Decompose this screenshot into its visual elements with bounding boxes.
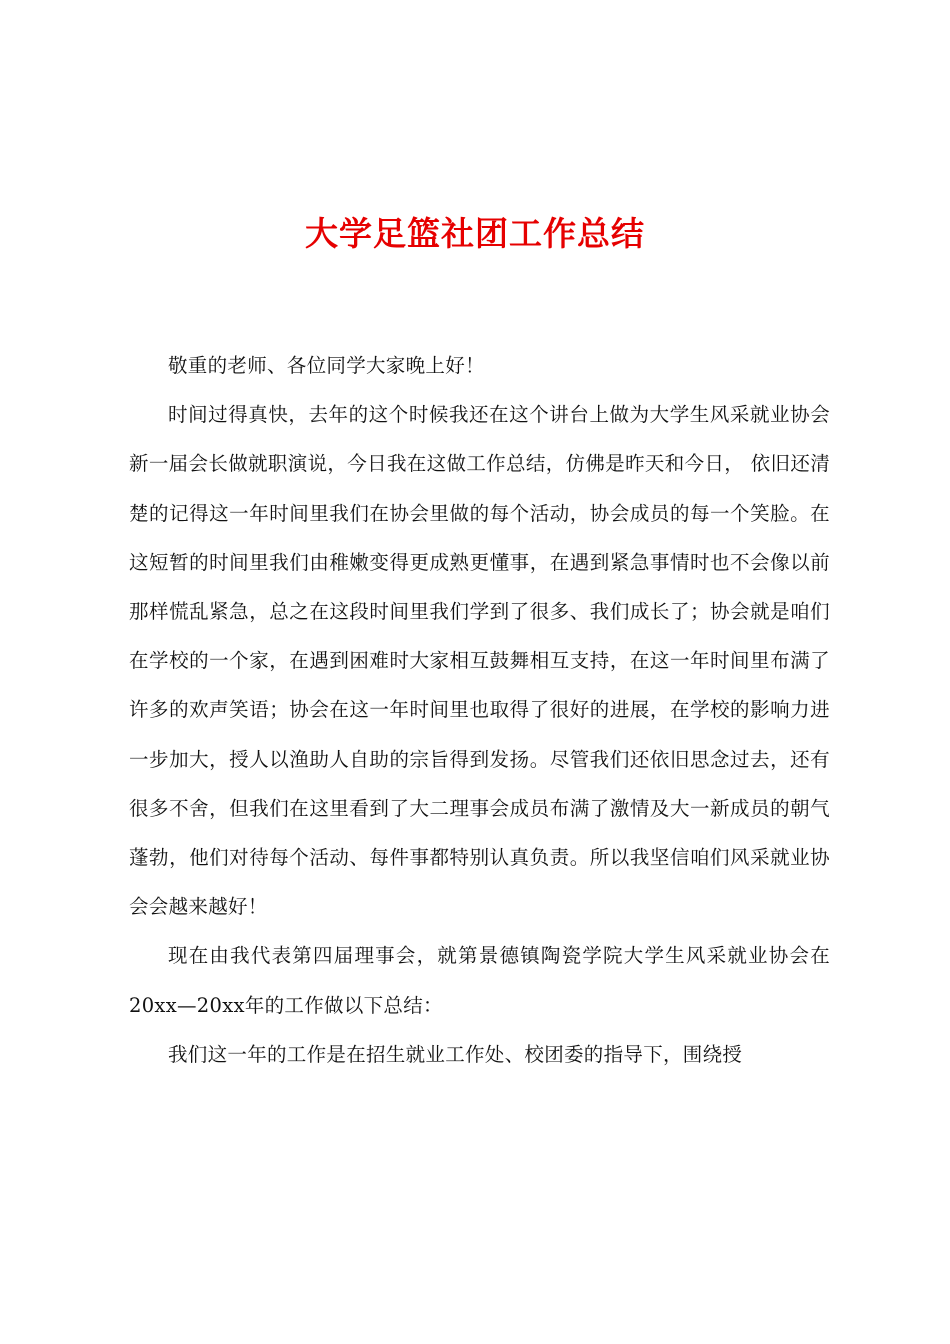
paragraph-greeting: 敬重的老师、各位同学大家晚上好！ — [168, 354, 485, 377]
document-title: 大学足篮社团工作总结 — [305, 214, 645, 253]
paragraph-work-overview: 我们这一年的工作是在招生就业工作处、校团委的指导下，围绕授 — [168, 1042, 743, 1066]
paragraph-intro-summary: 现在由我代表第四届理事会，就第景德镇陶瓷学院大学生风采就业协会在20xx—20xx年的工作做以下总结： — [129, 944, 830, 1017]
paragraph-review: 时间过得真快，去年的这个时候我还在这个讲台上做为大学生风采就业协会新一届会长做就职演说，今日我在这做工作总结，仿佛是昨天和今日， 依旧还清楚的记得这一年时间里我们在协会里做的每个活动，协会成员的每一个笑脸。在这短暂的时间里我们由稚嫩变得更成熟更懂事，在遇到紧急事情时也不会像以前那样慌乱紧急，总之在这段时间里我们学到了很多、我们成长了；协会就是咱们在学校的一个家，在遇到困难时大家相互鼓舞相互支持，在这一年时间里布满了许多的欢声笑语；协会在这一年时间里也取得了很好的进展，在学校的影响力进一步加大，授人以渔助人自助的宗旨得到发扬。尽管我们还依旧思念过去，还有很多不舍，但我们在这里看到了大二理事会成员布满了激情及大一新成员的朝气蓬勃，他们对待每个活动、每件事都特别认真负责。所以我坚信咱们风采就业协会会越来越好！ — [129, 403, 830, 919]
document-body — [129, 341, 830, 1079]
